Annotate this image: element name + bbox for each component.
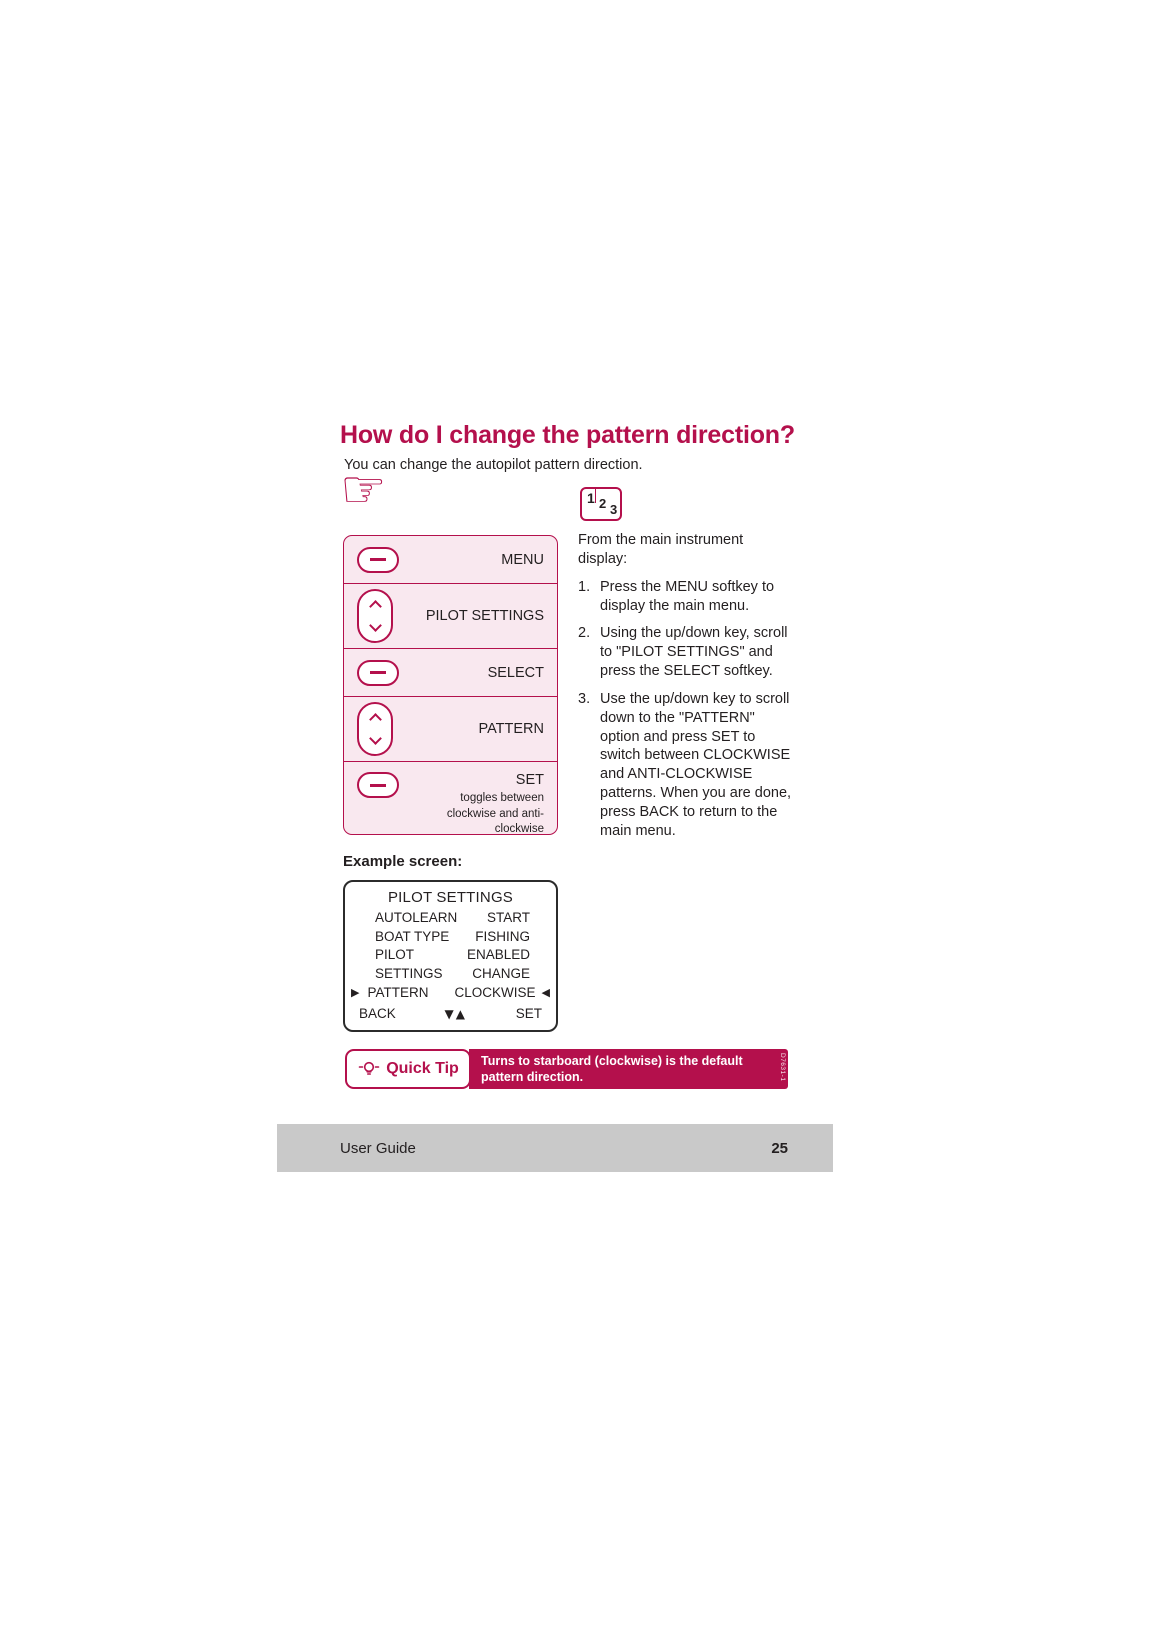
instruction-text: Press the MENU softkey to display the main menu. [600, 578, 775, 614]
quick-tip-text: Turns to starboard (clockwise) is the default pattern direction. [481, 1053, 743, 1084]
menu-item-label: PILOT [375, 947, 415, 963]
panel-row-menu [344, 536, 557, 584]
page-title: How do I change the pattern direction? [340, 421, 795, 449]
instruction-number: 1. [578, 578, 591, 595]
menu-item-value: CLOCKWISE [454, 984, 536, 1000]
updown-arrows-icon: ▼▲ [444, 1006, 467, 1021]
chevron-down-icon [369, 732, 382, 745]
doc-number: D7631-1 [779, 1053, 786, 1082]
chevron-down-icon [369, 619, 382, 632]
menu-row [345, 965, 556, 984]
softkey-bar [345, 1002, 556, 1021]
instruction-number: 2. [578, 625, 591, 642]
steps-fold-line [595, 489, 596, 503]
quick-tip-badge [345, 1049, 471, 1089]
panel-row-set [344, 762, 557, 833]
quick-tip-bar [469, 1049, 788, 1089]
instruction-text: Using the up/down key, scroll to "PILOT SETTINGS" and press the SELECT softkey. [600, 625, 788, 680]
instruction-item [578, 578, 796, 616]
softkey-button-icon [357, 547, 399, 573]
menu-row [345, 928, 556, 947]
footer-bar [277, 1124, 833, 1172]
updown-rocker-icon [357, 702, 393, 756]
lightbulb-icon [357, 1058, 381, 1080]
example-screen [343, 880, 558, 1032]
softkey-button-icon [357, 772, 399, 798]
instruction-text: Use the up/down key to scroll down to the "PATTERN" option and press SET to switch between CLOCKWISE and ANTI-CLOCKWISE patterns. When you are done, press BACK to return to the main menu. [600, 690, 792, 839]
menu-item-label: SETTINGS [375, 965, 443, 981]
instruction-number: 3. [578, 690, 591, 707]
instruction-item [578, 624, 796, 681]
footer-title: User Guide [340, 1139, 416, 1157]
chevron-up-icon [369, 713, 382, 726]
menu-row [345, 946, 556, 965]
menu-item-value: START [486, 910, 530, 925]
intro-text: You can change the autopilot pattern direction. [344, 457, 643, 473]
menu-item-value: CHANGE [472, 965, 530, 981]
page-number: 25 [771, 1139, 788, 1157]
step-number-3: 3 [610, 502, 618, 517]
instruction-item [578, 690, 796, 841]
selector-arrow-right-icon: ◀ [541, 986, 550, 1000]
example-screen-label: Example screen: [343, 853, 463, 870]
set-sublabel: toggles between clockwise and anti-clockwise [446, 792, 544, 835]
menu-row-selected [345, 984, 556, 1003]
panel-label-menu: MENU [501, 551, 544, 568]
step-number-2: 2 [599, 496, 607, 511]
softkey-set-label: SET [515, 1006, 542, 1022]
chevron-up-icon [369, 600, 382, 613]
panel-row-pilot-settings [344, 584, 557, 649]
pointing-hand-icon: ☞ [340, 460, 387, 520]
button-panel [343, 535, 558, 835]
panel-label-pattern: PATTERN [478, 721, 544, 737]
instructions-lead: From the main instrument display: [578, 532, 744, 567]
steps-123-icon [580, 487, 622, 521]
menu-item-value: ENABLED [466, 947, 530, 963]
selector-arrow-left-icon: ▶ [351, 986, 360, 1000]
quick-tip [345, 1049, 788, 1089]
softkey-button-icon [357, 660, 399, 686]
panel-label-select: SELECT [487, 664, 544, 681]
panel-label-set: SET [515, 772, 544, 788]
quick-tip-label: Quick Tip [386, 1060, 459, 1077]
softkey-back-label: BACK [359, 1006, 396, 1022]
panel-row-pattern [344, 697, 557, 762]
panel-row-select [344, 649, 557, 697]
step-number-1: 1 [587, 490, 595, 506]
menu-item-value: FISHING [475, 928, 530, 944]
panel-label-pilot-settings: PILOT SETTINGS [425, 608, 544, 624]
instructions [578, 531, 796, 850]
updown-rocker-icon [357, 589, 393, 643]
menu-item-label: AUTOLEARN [375, 910, 458, 925]
menu-row [345, 909, 556, 928]
menu-item-label: BOAT TYPE [375, 928, 450, 944]
menu-item-label: PATTERN [367, 984, 429, 1000]
screen-title: PILOT SETTINGS [387, 889, 514, 906]
